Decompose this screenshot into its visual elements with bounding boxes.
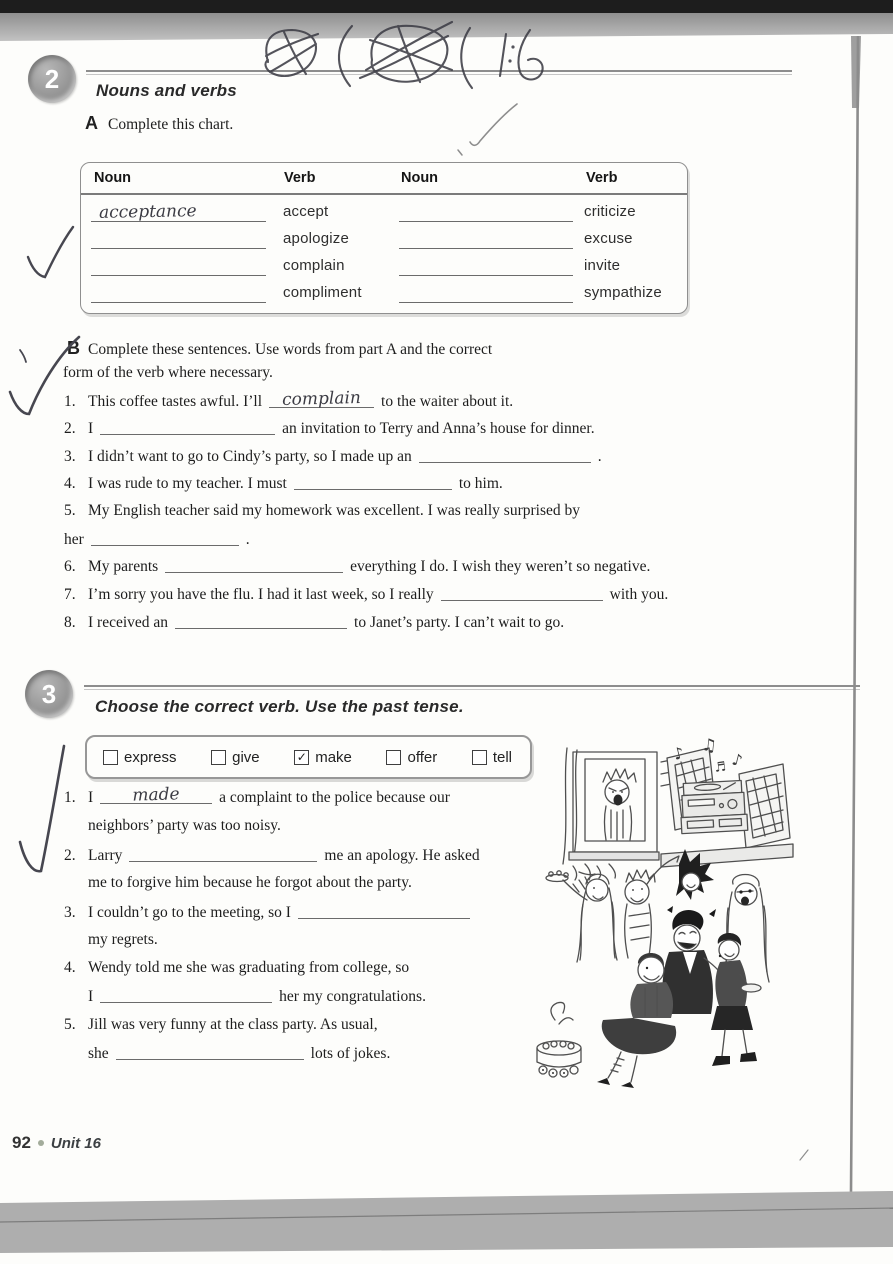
item-number: 4. <box>64 959 76 976</box>
verb-option-label: give <box>232 748 260 766</box>
section-3-divider <box>84 685 860 690</box>
sentence-text: her my congratulations. <box>279 988 426 1005</box>
answer-blank <box>165 557 343 573</box>
noun-blank <box>91 232 266 249</box>
section-number: 2 <box>44 63 60 94</box>
item-number: 2. <box>64 420 76 437</box>
sentence-text: This coffee tastes awful. I’ll <box>88 393 263 410</box>
answer-blank <box>269 387 374 411</box>
item-number: 5. <box>64 502 76 519</box>
sentence-text: I was rude to my teacher. I must <box>88 475 287 492</box>
exercise-b-sentence <box>64 419 595 438</box>
sentence-text: My English teacher said my homework was excellent. I was really surprised by <box>88 502 580 519</box>
handwritten-checkmark <box>10 227 79 871</box>
speaker-icon <box>739 764 790 848</box>
answer-blank <box>419 447 591 463</box>
svg-text:♬: ♬ <box>713 759 728 776</box>
sentence-text: I <box>88 789 94 806</box>
verb-option-tell <box>472 749 512 766</box>
item-number: 1. <box>64 789 76 806</box>
verb-option-label: make <box>315 748 352 766</box>
handwritten-answer <box>116 1059 304 1064</box>
exercise-b-sentence <box>64 474 503 493</box>
exercise-b-sentence <box>64 502 580 520</box>
handwritten-answer <box>100 1002 272 1007</box>
chart-row <box>81 252 687 279</box>
verb-option-label: tell <box>492 748 512 766</box>
chart-header-verb-2: Verb <box>586 170 618 186</box>
handwritten-answer <box>441 600 603 604</box>
scan-bottom-edge <box>0 1191 893 1253</box>
sentence-text: me to forgive him because he forgot about the party. <box>88 874 412 891</box>
part-b-instruction-line2: form of the verb where necessary. <box>63 364 273 381</box>
verb-option-offer <box>386 749 437 766</box>
sentence-text: I <box>88 988 94 1005</box>
sentence-text: her <box>64 531 84 548</box>
answer-blank <box>294 474 452 490</box>
chart-header-row <box>81 163 687 195</box>
noun-blank <box>399 232 573 249</box>
chart-header-verb-1: Verb <box>284 170 316 186</box>
part-a-instruction: Complete this chart. <box>108 116 234 133</box>
verb-word: compliment <box>283 284 362 301</box>
verb-option-give <box>211 749 260 766</box>
chart-header-noun-1: Noun <box>94 170 132 186</box>
noun-blank <box>91 286 266 303</box>
item-number: 6. <box>64 558 76 575</box>
sentence-text: to Janet’s party. I can’t wait to go. <box>354 614 565 631</box>
exercise-b-sentence <box>64 585 668 604</box>
exercise-3-sentence <box>64 959 409 977</box>
item-number: 5. <box>64 1016 76 1033</box>
exercise-3-sentence <box>88 817 281 835</box>
handwritten-answer: acceptance <box>98 201 197 223</box>
handwritten-answer <box>100 434 275 439</box>
noun-verb-chart <box>80 162 688 314</box>
verb-option-label: offer <box>407 748 438 766</box>
section-3-number-badge <box>25 670 73 718</box>
handwritten-scribble <box>266 22 543 88</box>
verb-options-panel <box>85 735 532 779</box>
verb-word: invite <box>584 257 621 274</box>
sentence-text: I <box>88 420 94 437</box>
sentence-text: I didn’t want to go to Cindy’s party, so I made up an <box>88 448 412 465</box>
sentence-text: my regrets. <box>88 931 158 948</box>
answer-blank <box>175 613 347 629</box>
exercise-3-sentence <box>88 987 426 1006</box>
exercise-3-sentence <box>64 903 477 922</box>
exercise-b-sentence <box>64 613 564 632</box>
noun-blank <box>399 205 573 222</box>
sentence-text: to him. <box>458 475 503 492</box>
handwritten-answer: made <box>132 784 181 806</box>
exercise-b-sentence <box>64 530 250 549</box>
checkbox <box>472 750 487 765</box>
exercise-3-sentence <box>64 784 450 807</box>
answer-blank <box>91 530 239 546</box>
exercise-3-sentence <box>88 1044 390 1063</box>
svg-text:♪: ♪ <box>671 742 686 764</box>
page-right-edge <box>851 36 858 1192</box>
sentence-text: I received an <box>88 614 169 631</box>
checkbox-checked: ✓ <box>294 750 309 765</box>
chart-row <box>81 279 687 306</box>
chart-header-noun-2: Noun <box>401 170 439 186</box>
verb-word: sympathize <box>584 284 662 301</box>
item-number: 3. <box>64 904 76 921</box>
checkbox <box>103 750 118 765</box>
page-top-shadow <box>0 13 893 41</box>
sentence-text: me an apology. He asked <box>324 847 480 864</box>
section-2-title: Nouns and verbs <box>96 81 237 100</box>
exercise-b-sentence <box>64 557 650 576</box>
sentence-text: . <box>597 448 602 465</box>
sentence-text: Larry <box>88 847 123 864</box>
exercise-3-sentence <box>64 846 480 865</box>
item-number: 1. <box>64 393 76 410</box>
exercise-3-sentence <box>88 931 158 949</box>
handwritten-answer <box>298 918 470 923</box>
noun-blank <box>399 286 573 303</box>
answer-blank <box>298 903 470 919</box>
noun-blank <box>91 201 266 223</box>
stereo-icon <box>679 780 748 833</box>
handwritten-answer: complain <box>281 387 362 411</box>
sentence-text: . <box>245 531 250 548</box>
verb-word: apologize <box>283 230 350 247</box>
part-b-instruction-line1: Complete these sentences. Use words from part A and the correct <box>88 341 493 358</box>
answer-blank <box>100 784 212 806</box>
page-corner-curl <box>851 36 861 108</box>
part-b-letter: B <box>67 338 80 358</box>
verb-option-label: express <box>124 748 177 766</box>
chart-row <box>81 225 687 252</box>
sentence-text: I’m sorry you have the flu. I had it last week, so I really <box>88 586 434 603</box>
item-number: 8. <box>64 614 76 631</box>
section-2-number-badge <box>28 55 76 103</box>
answer-blank <box>100 987 272 1003</box>
item-number: 7. <box>64 586 76 603</box>
scan-top-edge <box>0 0 893 13</box>
item-number: 3. <box>64 448 76 465</box>
exercise-b-sentence <box>64 387 514 411</box>
verb-option-make <box>294 749 352 766</box>
exercise-3-sentence <box>64 1016 378 1034</box>
verb-word: criticize <box>584 203 636 220</box>
sentence-text: I couldn’t go to the meeting, so I <box>88 904 291 921</box>
cake-table <box>537 1002 581 1077</box>
item-number: 2. <box>64 847 76 864</box>
sentence-text: an invitation to Terry and Anna’s house for dinner. <box>282 420 595 437</box>
sentence-text: to the waiter about it. <box>381 393 514 410</box>
page-footer <box>12 1133 101 1153</box>
svg-text:♫: ♫ <box>700 735 718 757</box>
unit-label: Unit 16 <box>50 1134 101 1152</box>
yelling-neighbor-window <box>563 748 671 880</box>
item-number: 4. <box>64 475 76 492</box>
noun-blank <box>399 259 573 276</box>
sentence-text: she <box>88 1045 109 1062</box>
footer-dot-icon <box>38 1140 44 1146</box>
section-number: 3 <box>41 678 57 709</box>
answer-blank <box>100 419 275 435</box>
checkbox <box>386 750 401 765</box>
handwritten-answer <box>419 462 591 467</box>
verb-word: excuse <box>584 230 633 247</box>
handwritten-answer <box>175 628 347 633</box>
party-illustration <box>533 732 795 1088</box>
sentence-text: Wendy told me she was graduating from college, so <box>88 959 410 976</box>
sentence-text: everything I do. I wish they weren’t so negative. <box>350 558 651 575</box>
handwritten-answer <box>91 545 239 549</box>
answer-blank <box>441 585 603 601</box>
sentence-text: My parents <box>88 558 159 575</box>
exercise-3-sentence <box>88 874 412 892</box>
sentence-text: with you. <box>609 586 669 603</box>
handwritten-answer <box>294 489 452 493</box>
noun-blank <box>91 259 266 276</box>
part-a-letter: A <box>85 113 98 133</box>
chart-row <box>81 198 687 225</box>
svg-text:♪: ♪ <box>730 749 745 771</box>
verb-word: complain <box>283 257 345 274</box>
sentence-text: a complaint to the police because our <box>219 789 450 806</box>
answer-blank <box>116 1044 304 1060</box>
section-2-divider <box>86 70 792 75</box>
verb-word: accept <box>283 203 329 220</box>
sentence-text: lots of jokes. <box>310 1045 391 1062</box>
section-3-title: Choose the correct verb. Use the past tense. <box>95 697 464 716</box>
sentence-text: Jill was very funny at the class party. As usual, <box>88 1016 378 1033</box>
handwritten-answer <box>129 861 317 866</box>
checkbox <box>211 750 226 765</box>
verb-option-express <box>103 749 177 766</box>
dancing-people <box>546 849 769 1088</box>
handwritten-answer <box>165 572 343 577</box>
exercise-b-sentence <box>64 447 602 466</box>
answer-blank <box>129 846 317 862</box>
page-number: 92 <box>12 1133 31 1152</box>
sentence-text: neighbors’ party was too noisy. <box>88 817 281 834</box>
